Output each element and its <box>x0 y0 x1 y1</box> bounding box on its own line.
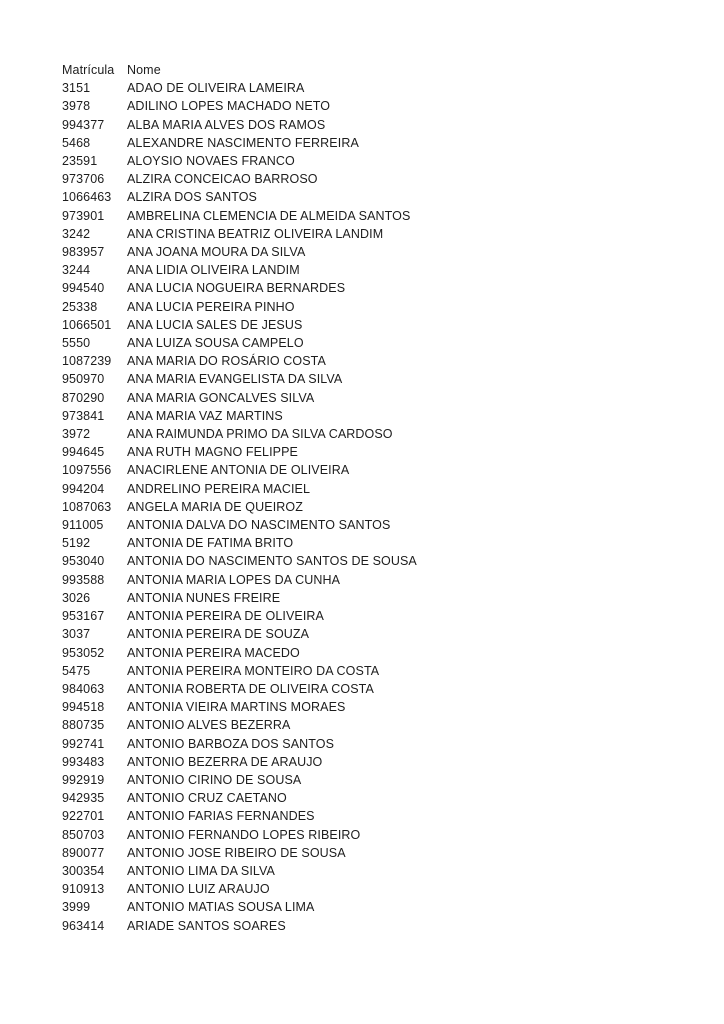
nome-cell: ANTONIO MATIAS SOUSA LIMA <box>127 900 315 915</box>
matricula-cell: 953167 <box>62 609 105 624</box>
table-row <box>62 298 417 316</box>
nome-cell: ANTONIO CIRINO DE SOUSA <box>127 772 302 787</box>
matricula-cell: 911005 <box>62 518 104 533</box>
table-row <box>62 352 417 370</box>
nome-cell: ANDRELINO PEREIRA MACIEL <box>127 481 311 496</box>
nome-cell: ALOYSIO NOVAES FRANCO <box>127 154 295 169</box>
matricula-cell: 953052 <box>62 645 105 660</box>
nome-cell: ANA LUCIA SALES DE JESUS <box>127 317 303 332</box>
nome-cell: ANA LUCIA PEREIRA PINHO <box>127 299 295 314</box>
nome-cell: ANTONIA ROBERTA DE OLIVEIRA COSTA <box>127 681 374 696</box>
nome-cell: ANTONIA DO NASCIMENTO SANTOS DE SOUSA <box>127 554 417 569</box>
nome-cell: ANTONIO BEZERRA DE ARAUJO <box>127 754 323 769</box>
nome-cell: ANGELA MARIA DE QUEIROZ <box>127 499 303 514</box>
nome-cell: ANTONIO FARIAS FERNANDES <box>127 809 315 824</box>
table-row <box>62 917 417 935</box>
nome-cell: ANTONIA DALVA DO NASCIMENTO SANTOS <box>127 518 391 533</box>
table-row <box>62 735 417 753</box>
matricula-cell: 3978 <box>62 99 91 114</box>
nome-column-header: Nome <box>127 63 161 77</box>
table-row <box>62 170 417 188</box>
matricula-cell: 3151 <box>62 81 91 96</box>
nome-cell: ANTONIO LIMA DA SILVA <box>127 863 275 878</box>
table-row <box>62 498 417 516</box>
table-row <box>62 789 417 807</box>
table-row <box>62 571 417 589</box>
matricula-cell: 993588 <box>62 572 105 587</box>
nome-cell: ANA LUCIA NOGUEIRA BERNARDES <box>127 281 346 296</box>
table-row <box>62 225 417 243</box>
matricula-cell: 953040 <box>62 554 105 569</box>
nome-cell: ANTONIA VIEIRA MARTINS MORAES <box>127 700 346 715</box>
table-row <box>62 898 417 916</box>
nome-cell: ANTONIA NUNES FREIRE <box>127 590 281 605</box>
matricula-cell: 992741 <box>62 736 105 751</box>
nome-cell: ANA RUTH MAGNO FELIPPE <box>127 445 298 460</box>
table-row <box>62 552 417 570</box>
matricula-cell: 870290 <box>62 390 105 405</box>
matricula-cell: 25338 <box>62 299 98 314</box>
table-row <box>62 607 417 625</box>
matricula-cell: 5468 <box>62 135 91 150</box>
nome-cell: ARIADE SANTOS SOARES <box>127 918 286 933</box>
matricula-cell: 994645 <box>62 445 105 460</box>
table-row <box>62 407 417 425</box>
nome-cell: ANTONIO ALVES BEZERRA <box>127 718 291 733</box>
matricula-cell: 3242 <box>62 226 91 241</box>
matricula-cell: 973841 <box>62 408 105 423</box>
table-header-row <box>62 61 417 79</box>
nome-cell: ANTONIA PEREIRA DE OLIVEIRA <box>127 609 324 624</box>
table-row <box>62 370 417 388</box>
matricula-cell: 994518 <box>62 700 105 715</box>
table-row <box>62 480 417 498</box>
matricula-cell: 1087239 <box>62 354 112 369</box>
matricula-cell: 984063 <box>62 681 105 696</box>
table-row <box>62 425 417 443</box>
nome-cell: ALZIRA CONCEICAO BARROSO <box>127 172 318 187</box>
matricula-cell: 992919 <box>62 772 105 787</box>
nome-cell: ANA MARIA GONCALVES SILVA <box>127 390 315 405</box>
table-row <box>62 753 417 771</box>
table-row <box>62 826 417 844</box>
table-row <box>62 461 417 479</box>
table-row <box>62 534 417 552</box>
matricula-cell: 994540 <box>62 281 105 296</box>
table-row <box>62 662 417 680</box>
table-row <box>62 880 417 898</box>
table-row <box>62 516 417 534</box>
matricula-cell: 890077 <box>62 845 105 860</box>
matricula-cell: 963414 <box>62 918 105 933</box>
nome-cell: ANACIRLENE ANTONIA DE OLIVEIRA <box>127 463 350 478</box>
nome-cell: ADAO DE OLIVEIRA LAMEIRA <box>127 81 305 96</box>
matricula-cell: 983957 <box>62 245 105 260</box>
table-row <box>62 279 417 297</box>
table-row <box>62 389 417 407</box>
matricula-cell: 973901 <box>62 208 105 223</box>
nome-cell: ANTONIA PEREIRA DE SOUZA <box>127 627 310 642</box>
matricula-cell: 850703 <box>62 827 105 842</box>
table-row <box>62 207 417 225</box>
nome-cell: ANTONIO JOSE RIBEIRO DE SOUSA <box>127 845 346 860</box>
matricula-cell: 5475 <box>62 663 91 678</box>
nome-cell: ANA MARIA EVANGELISTA DA SILVA <box>127 372 343 387</box>
nome-cell: ADILINO LOPES MACHADO NETO <box>127 99 331 114</box>
nome-cell: AMBRELINA CLEMENCIA DE ALMEIDA SANTOS <box>127 208 411 223</box>
table-row <box>62 807 417 825</box>
matricula-cell: 973706 <box>62 172 105 187</box>
nome-cell: ANTONIA PEREIRA MACEDO <box>127 645 300 660</box>
nome-cell: ANA LUIZA SOUSA CAMPELO <box>127 336 304 351</box>
nome-cell: ANA LIDIA OLIVEIRA LANDIM <box>127 263 300 278</box>
matricula-cell: 1087063 <box>62 499 112 514</box>
matricula-cell: 3244 <box>62 263 91 278</box>
matricula-cell: 942935 <box>62 791 105 806</box>
table-row <box>62 261 417 279</box>
nome-cell: ALEXANDRE NASCIMENTO FERREIRA <box>127 135 359 150</box>
table-row <box>62 862 417 880</box>
table-body <box>62 79 417 935</box>
roster-table <box>62 61 417 935</box>
nome-cell: ANTONIO BARBOZA DOS SANTOS <box>127 736 335 751</box>
matricula-cell: 23591 <box>62 154 98 169</box>
matricula-cell: 994377 <box>62 117 105 132</box>
table-row <box>62 316 417 334</box>
table-row <box>62 680 417 698</box>
nome-cell: ANTONIO FERNANDO LOPES RIBEIRO <box>127 827 361 842</box>
nome-cell: ANA JOANA MOURA DA SILVA <box>127 245 306 260</box>
table-row <box>62 188 417 206</box>
nome-cell: ANA RAIMUNDA PRIMO DA SILVA CARDOSO <box>127 427 393 442</box>
table-row <box>62 134 417 152</box>
table-row <box>62 698 417 716</box>
nome-cell: ANTONIO LUIZ ARAUJO <box>127 882 270 897</box>
nome-cell: ANTONIO CRUZ CAETANO <box>127 791 287 806</box>
matricula-column-header: Matrícula <box>62 63 115 77</box>
matricula-cell: 993483 <box>62 754 105 769</box>
nome-cell: ANTONIA PEREIRA MONTEIRO DA COSTA <box>127 663 380 678</box>
matricula-cell: 1066463 <box>62 190 112 205</box>
matricula-cell: 3037 <box>62 627 91 642</box>
nome-cell: ANA MARIA VAZ MARTINS <box>127 408 283 423</box>
matricula-cell: 880735 <box>62 718 105 733</box>
table-row <box>62 625 417 643</box>
nome-cell: ANTONIA MARIA LOPES DA CUNHA <box>127 572 341 587</box>
matricula-cell: 3999 <box>62 900 91 915</box>
nome-cell: ANTONIA DE FATIMA BRITO <box>127 536 294 551</box>
table-row <box>62 97 417 115</box>
matricula-cell: 922701 <box>62 809 105 824</box>
table-row <box>62 243 417 261</box>
table-row <box>62 443 417 461</box>
nome-cell: ALBA MARIA ALVES DOS RAMOS <box>127 117 326 132</box>
table-row <box>62 716 417 734</box>
table-row <box>62 771 417 789</box>
table-row <box>62 152 417 170</box>
matricula-cell: 5192 <box>62 536 91 551</box>
table-row <box>62 116 417 134</box>
matricula-cell: 950970 <box>62 372 105 387</box>
matricula-cell: 3026 <box>62 590 91 605</box>
matricula-cell: 994204 <box>62 481 105 496</box>
matricula-cell: 910913 <box>62 882 105 897</box>
nome-cell: ANA MARIA DO ROSÁRIO COSTA <box>127 354 326 369</box>
table-row <box>62 79 417 97</box>
matricula-cell: 5550 <box>62 336 91 351</box>
table-row <box>62 334 417 352</box>
table-row <box>62 844 417 862</box>
nome-cell: ALZIRA DOS SANTOS <box>127 190 257 205</box>
table-row <box>62 644 417 662</box>
matricula-cell: 1066501 <box>62 317 112 332</box>
matricula-cell: 300354 <box>62 863 105 878</box>
matricula-cell: 3972 <box>62 427 91 442</box>
nome-cell: ANA CRISTINA BEATRIZ OLIVEIRA LANDIM <box>127 226 384 241</box>
table-row <box>62 589 417 607</box>
matricula-cell: 1097556 <box>62 463 112 478</box>
